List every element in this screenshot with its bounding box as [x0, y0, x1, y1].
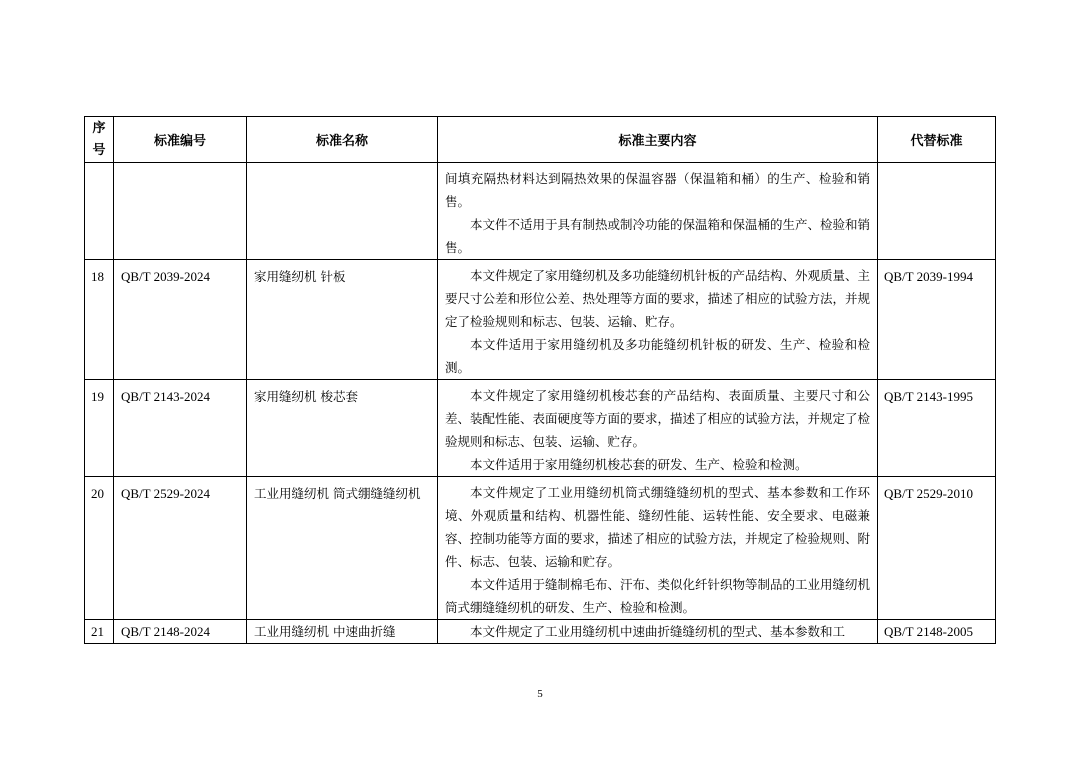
cell-name: 工业用缝纫机 中速曲折缝 — [247, 620, 438, 644]
content-paragraph: 间填充隔热材料达到隔热效果的保温容器（保温箱和桶）的生产、检验和销售。 — [445, 171, 870, 209]
page-number: 5 — [537, 688, 543, 700]
table-row — [85, 260, 996, 380]
header-standard-code: 标准编号 — [114, 117, 247, 163]
header-standard-name: 标准名称 — [247, 117, 438, 163]
content-paragraph: 本文件规定了家用缝纫机梭芯套的产品结构、表面质量、主要尺寸和公差、装配性能、表面硬度等方面的要求，描述了相应的试验方法，并规定了检验规则和标志、包装、运输、贮存。 — [445, 388, 871, 449]
cell-code: QB/T 2143-2024 — [114, 380, 247, 477]
cell-replaced: QB/T 2148-2005 — [878, 620, 996, 644]
cell-code — [114, 163, 247, 260]
cell-content — [438, 620, 878, 644]
cell-name: 工业用缝纫机 筒式绷缝缝纫机 — [247, 477, 438, 620]
content-paragraph: 本文件适用于家用缝纫机梭芯套的研发、生产、检验和检测。 — [470, 457, 808, 472]
cell-content — [438, 260, 878, 380]
cell-replaced — [878, 163, 996, 260]
cell-content — [438, 477, 878, 620]
cell-replaced: QB/T 2143-1995 — [878, 380, 996, 477]
cell-name: 家用缝纫机 针板 — [247, 260, 438, 380]
cell-replaced: QB/T 2529-2010 — [878, 477, 996, 620]
cell-code: QB/T 2039-2024 — [114, 260, 247, 380]
cell-serial: 21 — [85, 620, 114, 644]
content-paragraph: 本文件规定了工业用缝纫机筒式绷缝缝纫机的型式、基本参数和工作环境、外观质量和结构、机器性能、缝纫性能、运转性能、安全要求、电磁兼容、控制功能等方面的要求，描述了相应的试验方法，并规定了检验规则、附件、标志、包装、运输和贮存。 — [445, 485, 871, 569]
header-replaced-standard: 代替标准 — [878, 117, 996, 163]
cell-serial — [85, 163, 114, 260]
cell-name: 家用缝纫机 梭芯套 — [247, 380, 438, 477]
standards-table — [84, 116, 996, 644]
table-row — [85, 163, 996, 260]
content-paragraph: 本文件不适用于具有制热或制冷功能的保温箱和保温桶的生产、检验和销售。 — [445, 217, 871, 255]
cell-replaced: QB/T 2039-1994 — [878, 260, 996, 380]
content-paragraph: 本文件规定了家用缝纫机及多功能缝纫机针板的产品结构、外观质量、主要尺寸公差和形位公差、热处理等方面的要求，描述了相应的试验方法，并规定了检验规则和标志、包装、运输、贮存。 — [445, 268, 871, 329]
table-row — [85, 380, 996, 477]
table-row — [85, 620, 996, 644]
table-row — [85, 477, 996, 620]
table-header-row — [85, 117, 996, 163]
cell-code: QB/T 2529-2024 — [114, 477, 247, 620]
content-paragraph: 本文件规定了工业用缝纫机中速曲折缝缝纫机的型式、基本参数和工 — [470, 624, 846, 639]
header-main-content: 标准主要内容 — [438, 117, 878, 163]
cell-name — [247, 163, 438, 260]
cell-content — [438, 380, 878, 477]
header-serial-number: 序 号 — [85, 117, 114, 163]
cell-serial: 19 — [85, 380, 114, 477]
content-paragraph: 本文件适用于家用缝纫机及多功能缝纫机针板的研发、生产、检验和检测。 — [445, 337, 870, 375]
content-paragraph: 本文件适用于缝制棉毛布、汗布、类似化纤针织物等制品的工业用缝纫机筒式绷缝缝纫机的研发、生产、检验和检测。 — [445, 577, 871, 615]
cell-serial: 18 — [85, 260, 114, 380]
cell-content — [438, 163, 878, 260]
cell-code: QB/T 2148-2024 — [114, 620, 247, 644]
cell-serial: 20 — [85, 477, 114, 620]
